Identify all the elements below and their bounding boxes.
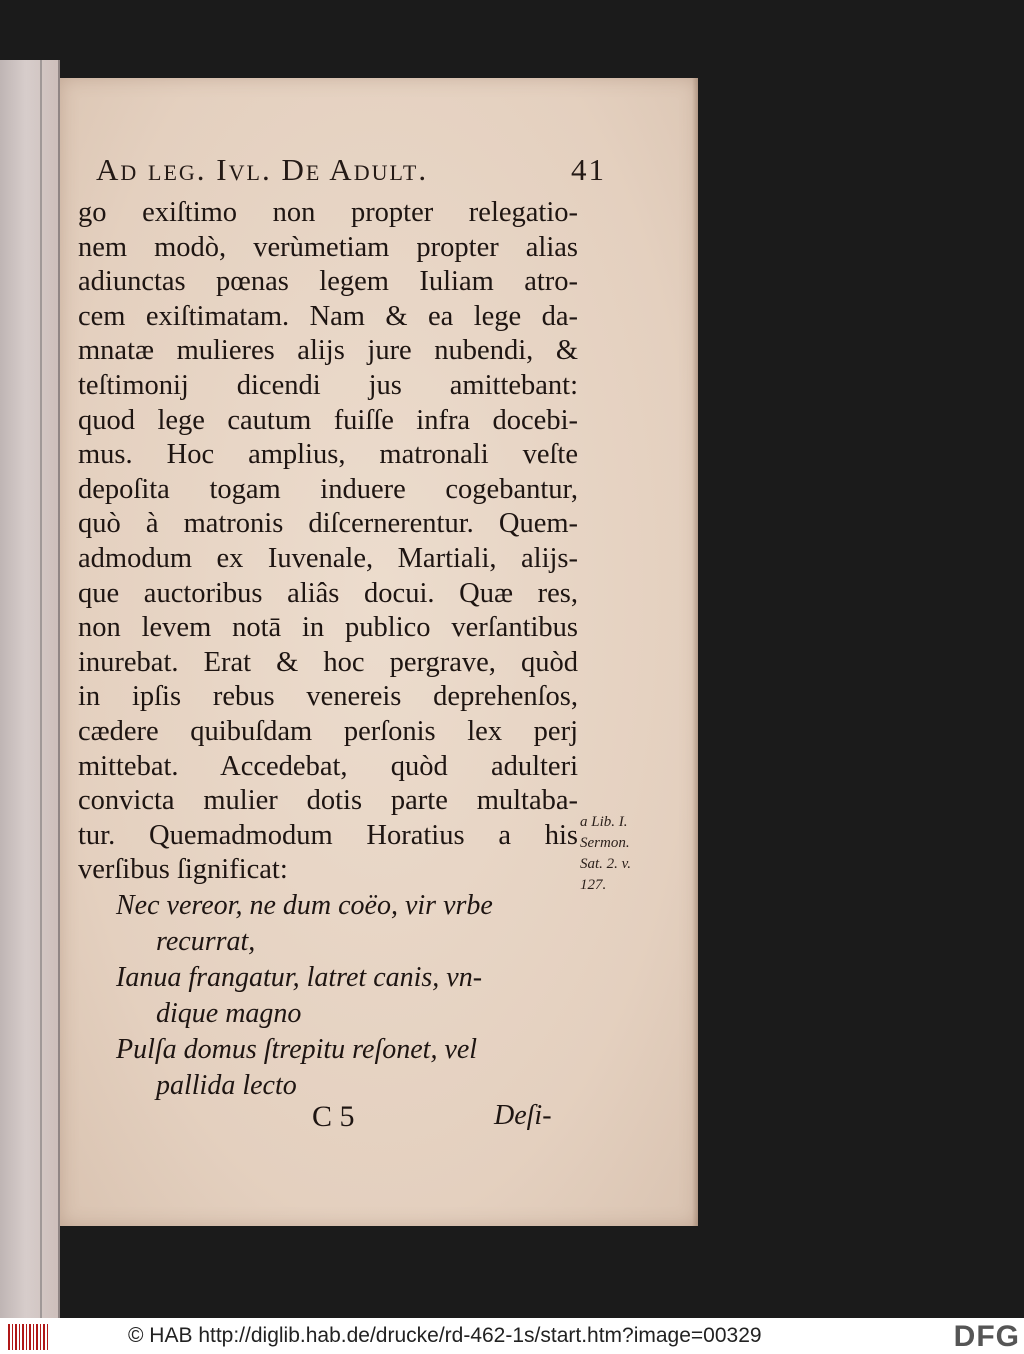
signature-mark: C 5: [312, 1100, 355, 1133]
verse-line: pallida lecto: [156, 1070, 297, 1101]
text-line: convicta mulier dotis parte multaba-: [78, 785, 578, 817]
text-line: nem modò, verùmetiam propter alias: [78, 231, 578, 263]
page-number: 41: [571, 152, 606, 187]
text-line: teſtimonij dicendi jus amittebant:: [78, 369, 578, 401]
marginal-note-line: 127.: [580, 877, 607, 893]
text-line: que auctoribus aliâs docui. Quæ res,: [78, 577, 578, 609]
text-line: non levem notā in publico verſantibus: [78, 612, 578, 644]
verse-line: Nec vereor, ne dum coëo, vir vrbe: [116, 890, 493, 921]
body-text: [78, 196, 578, 888]
text-line: mittebat. Accedebat, quòd adulteri: [78, 750, 578, 782]
text-line: mus. Hoc amplius, matronali veſte: [78, 439, 578, 471]
marginal-note: [580, 812, 690, 896]
page-gutter-line: [40, 60, 42, 1320]
book-page: [60, 78, 698, 1226]
verse-line: Ianua frangatur, latret canis, vn-: [116, 962, 483, 993]
text-line: quò à matronis diſcernerentur. Quem-: [78, 508, 578, 540]
copyright-link[interactable]: © HAB http://diglib.hab.de/drucke/rd-462-1s/start.htm?image=00329: [128, 1324, 762, 1347]
text-line: cædere quibuſdam perſonis lex perj: [78, 715, 578, 747]
text-line: depoſita togam induere cogebantur,: [78, 473, 578, 505]
catchword: Deſi-: [494, 1100, 552, 1131]
footer-bar: [0, 1318, 1024, 1354]
text-line: tur. Quemadmodum Horatius a his: [78, 819, 578, 851]
text-line: mnatæ mulieres alijs jure nubendi, &: [78, 335, 578, 367]
verse-line: recurrat,: [156, 926, 256, 957]
text-line: go exiſtimo non propter relegatio-: [78, 197, 578, 228]
text-line: in ipſis rebus venereis deprehenſos,: [78, 681, 578, 713]
running-head-title: Ad leg. Ivl. De Adult.: [96, 152, 429, 187]
dfg-logo: DFG: [953, 1320, 1020, 1353]
previous-page-edge: [0, 60, 60, 1320]
marginal-note-line: a Lib. I.: [580, 814, 628, 830]
text-line: quod lege cautum fuiſſe infra docebi-: [78, 404, 578, 436]
text-line: cem exiſtimatam. Nam & ea lege da-: [78, 300, 578, 332]
text-line: admodum ex Iuvenale, Martiali, alijs-: [78, 542, 578, 574]
barcode-icon: [8, 1324, 48, 1350]
verse-line: Pulſa domus ſtrepitu reſonet, vel: [116, 1034, 478, 1065]
marginal-note-line: Sermon.: [580, 835, 630, 851]
verse-quotation: [78, 888, 588, 1104]
marginal-note-line: Sat. 2. v.: [580, 856, 631, 872]
text-line: inurebat. Erat & hoc pergrave, quòd: [78, 646, 578, 678]
running-head: [96, 152, 606, 188]
text-line: verſibus ſignificat:: [78, 854, 288, 886]
text-line: adiunctas pœnas legem Iuliam atro-: [78, 266, 578, 298]
verse-line: dique magno: [156, 998, 302, 1029]
